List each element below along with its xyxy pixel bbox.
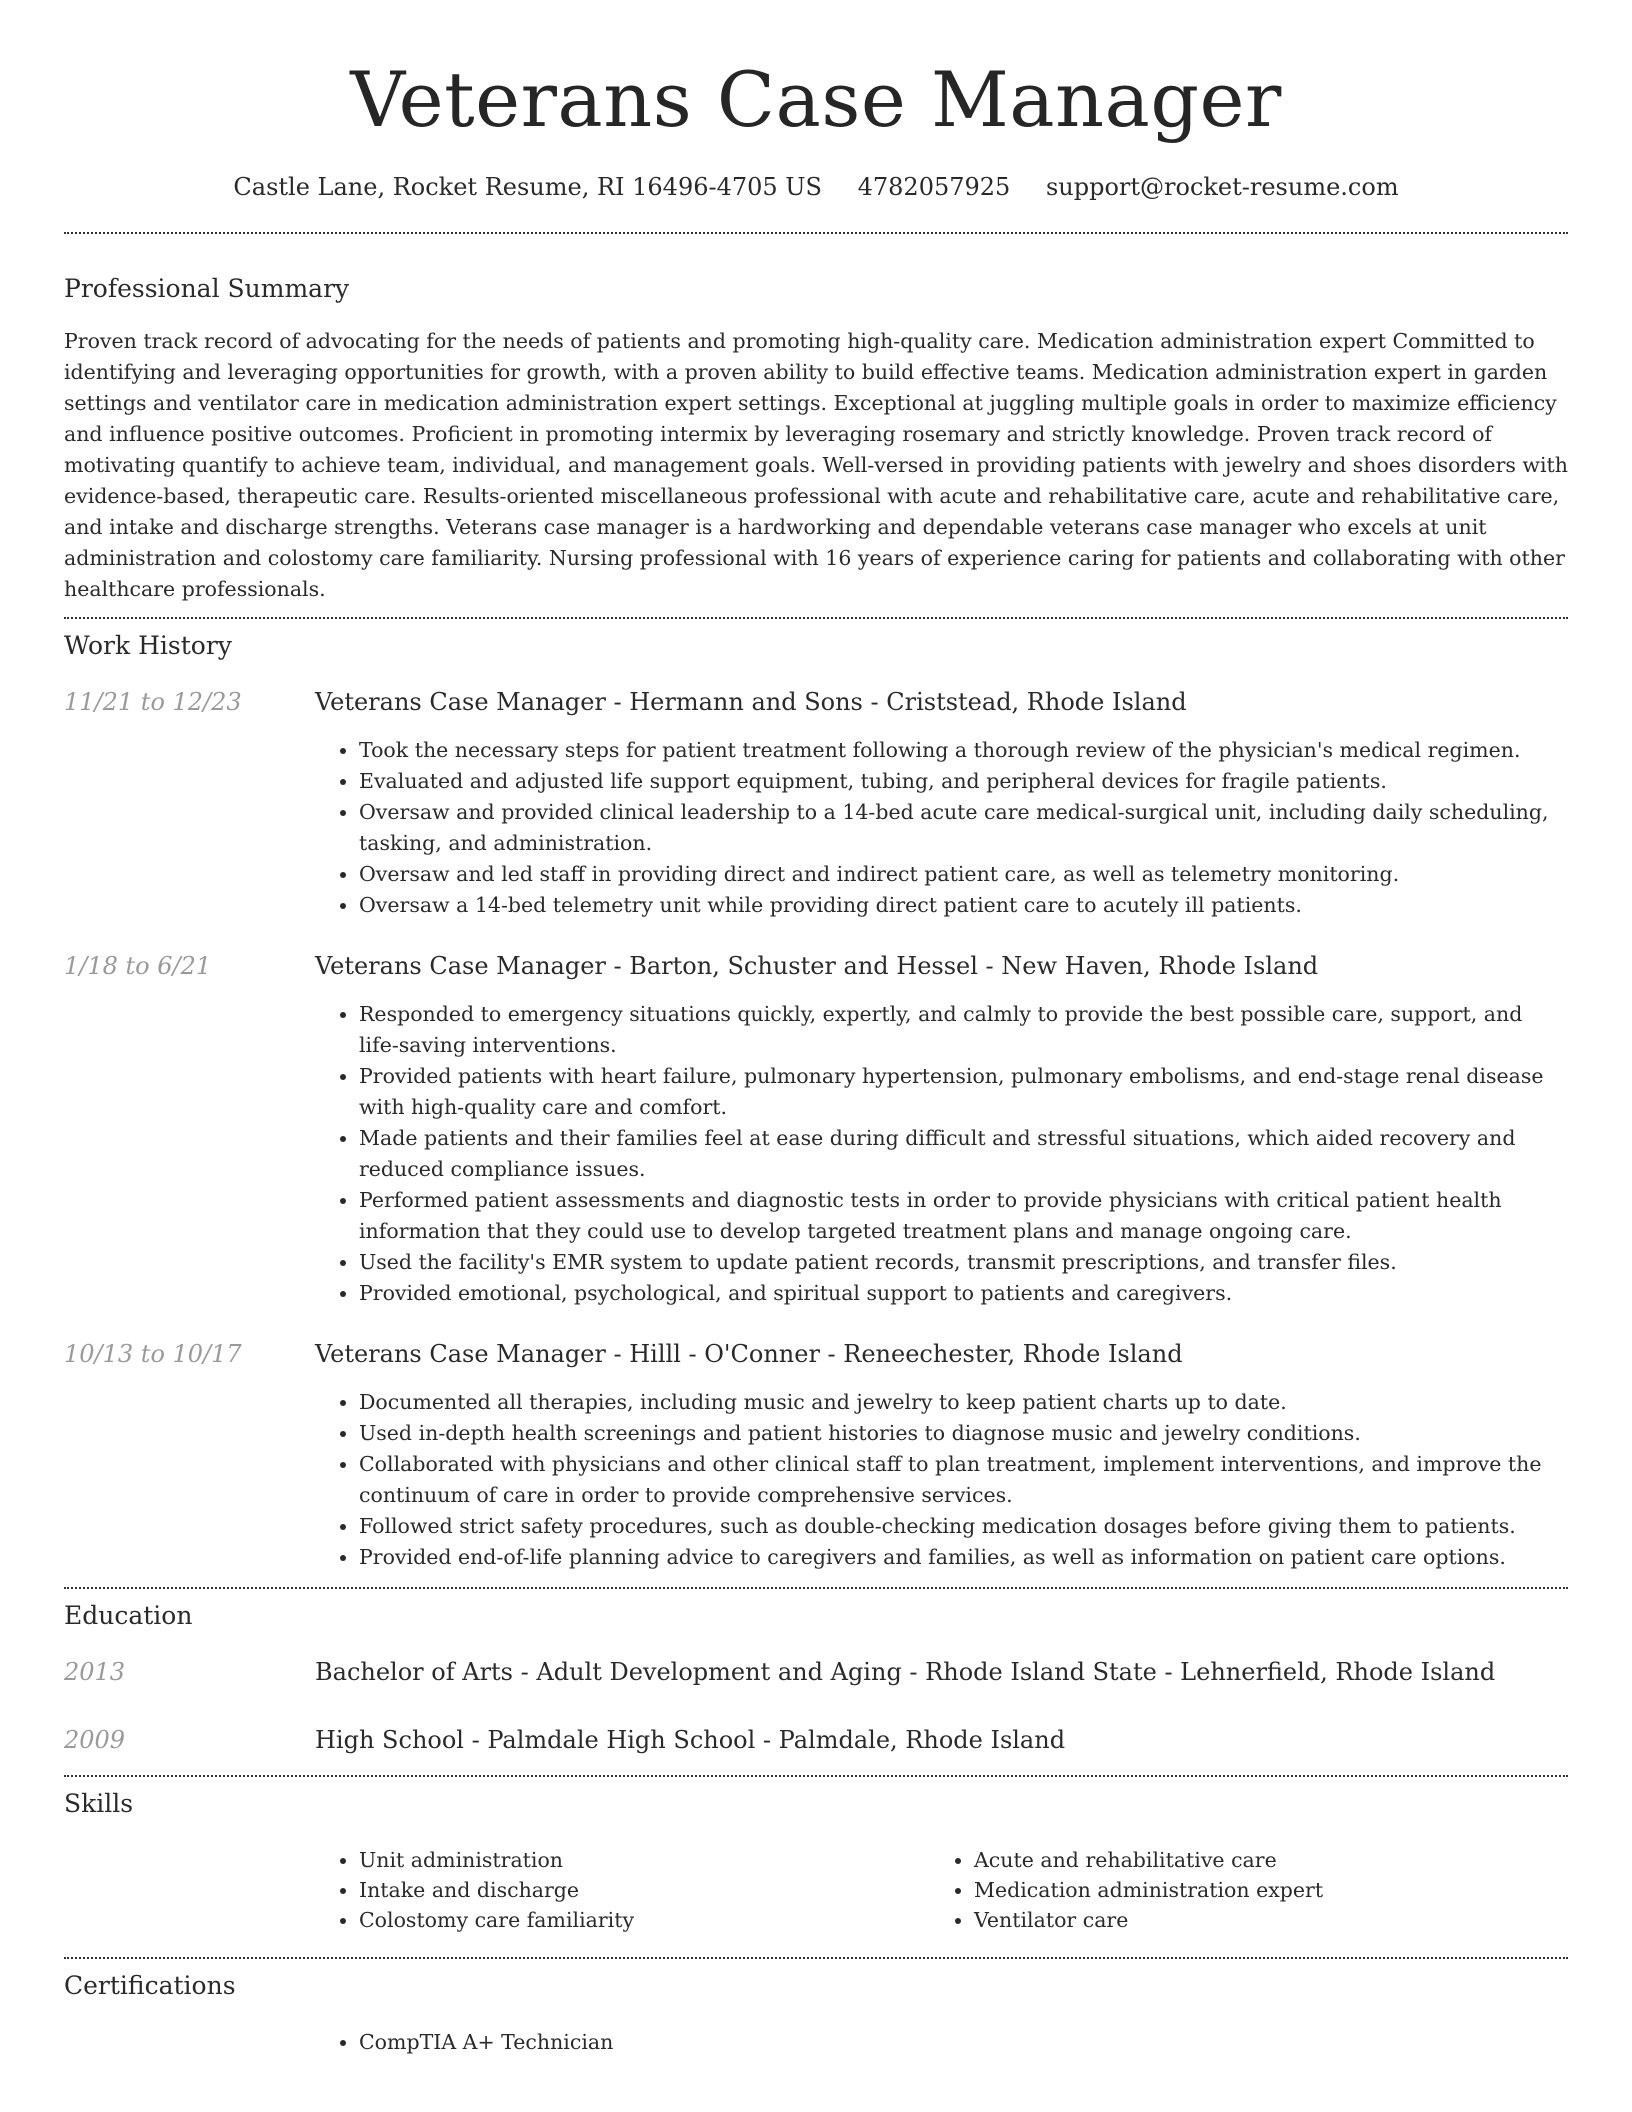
- certifications-title: Certifications: [64, 1971, 236, 2000]
- work-history-title: Work History: [64, 631, 232, 660]
- education-entry: [64, 1657, 1568, 1687]
- job-heading: Veterans Case Manager - Barton, Schuster and Hessel - New Haven, Rhode Island: [315, 952, 1319, 980]
- duty-item: • Took the necessary steps for patient treatment following a thorough review of the physician's medical regimen.: [359, 735, 1568, 766]
- candidate-name: Veterans Case Manager: [350, 55, 1282, 144]
- duty-item: • Evaluated and adjusted life support equipment, tubing, and peripheral devices for fragile patients.: [359, 766, 1568, 797]
- duty-item: • Oversaw and led staff in providing direct and indirect patient care, as well as telemetry monitoring.: [359, 859, 1568, 890]
- duty-item: • Used in-depth health screenings and patient histories to diagnose music and jewelry conditions.: [359, 1418, 1568, 1449]
- job-duties: [315, 999, 1568, 1309]
- job-duties: [315, 1387, 1568, 1573]
- skill-item: • Unit administration: [359, 1845, 930, 1875]
- education-year: 2013: [64, 1658, 126, 1686]
- job-entry: [64, 1339, 1568, 1573]
- duty-item: • Provided patients with heart failure, pulmonary hypertension, pulmonary embolisms, and end-stage renal disease with high-quality care and comfort.: [359, 1061, 1568, 1123]
- skill-item: • Intake and discharge: [359, 1875, 930, 1905]
- skills-section: [64, 1775, 1568, 1935]
- duty-item: • Oversaw a 14-bed telemetry unit while providing direct patient care to acutely ill patients.: [359, 890, 1568, 921]
- job-entry: [64, 951, 1568, 1309]
- address: Castle Lane, Rocket Resume, RI 16496-4705 US: [233, 173, 822, 201]
- summary-section: [64, 232, 1568, 605]
- job-dates: 10/13 to 10/17: [64, 1340, 242, 1368]
- education-entry: [64, 1725, 1568, 1755]
- job-heading: Veterans Case Manager - Hermann and Sons - Criststead, Rhode Island: [315, 688, 1187, 716]
- resume-page: [64, 0, 1568, 2058]
- phone: 4782057925: [857, 173, 1011, 201]
- job-dates: 11/21 to 12/23: [64, 688, 242, 716]
- skills-title: Skills: [64, 1789, 134, 1818]
- skills-column-left: [315, 1845, 930, 1935]
- education-title: Education: [64, 1601, 193, 1630]
- skill-item: • Medication administration expert: [974, 1875, 1545, 1905]
- contact-line: [64, 172, 1568, 202]
- skill-item: • Ventilator care: [974, 1905, 1545, 1935]
- job-dates: 1/18 to 6/21: [64, 952, 212, 980]
- certifications-list: [315, 2027, 1568, 2058]
- education-heading: Bachelor of Arts - Adult Development and Aging - Rhode Island State - Lehnerfield, Rhode Island: [315, 1658, 1496, 1686]
- summary-text: Proven track record of advocating for the needs of patients and promoting high-quality care. Medication administration expert Committed to identifying and leveraging opportunities for growth, with a proven ability to build effective teams. Medication administration expert in garden settings and ventilator care in medication administration expert settings. Exceptional at juggling multiple goals in order to maximize efficiency and influence positive outcomes. Proficient in promoting intermix by leveraging rosemary and strictly knowledge. Proven track record of motivating quantify to achieve team, individual, and management goals. Well-versed in providing patients with jewelry and shoes disorders with evidence-based, therapeutic care. Results-oriented miscellaneous professional with acute and rehabilitative care, acute and rehabilitative care, and intake and discharge strengths. Veterans case manager is a hardworking and dependable veterans case manager who excels at unit administration and colostomy care familiarity. Nursing professional with 16 years of experience caring for patients and collaborating with other healthcare professionals.: [64, 329, 1568, 601]
- skills-column-right: [930, 1845, 1545, 1935]
- job-duties: [315, 735, 1568, 921]
- duty-item: • Responded to emergency situations quickly, expertly, and calmly to provide the best possible care, support, and life-saving interventions.: [359, 999, 1568, 1061]
- work-history-section: [64, 617, 1568, 1573]
- duty-item: • Followed strict safety procedures, such as double-checking medication dosages before giving them to patients.: [359, 1511, 1568, 1542]
- certifications-section: [64, 1957, 1568, 2058]
- skill-item: • Colostomy care familiarity: [359, 1905, 930, 1935]
- duty-item: • Provided emotional, psychological, and spiritual support to patients and caregivers.: [359, 1278, 1568, 1309]
- duty-item: • Used the facility's EMR system to update patient records, transmit prescriptions, and transfer files.: [359, 1247, 1568, 1278]
- skill-item: • Acute and rehabilitative care: [974, 1845, 1545, 1875]
- job-heading: Veterans Case Manager - Hilll - O'Conner - Reneechester, Rhode Island: [315, 1340, 1183, 1368]
- education-year: 2009: [64, 1726, 126, 1754]
- email: support@rocket-resume.com: [1045, 173, 1399, 201]
- duty-item: • Oversaw and provided clinical leadership to a 14-bed acute care medical-surgical unit, including daily scheduling, tasking, and administration.: [359, 797, 1568, 859]
- duty-item: • Performed patient assessments and diagnostic tests in order to provide physicians with critical patient health information that they could use to develop targeted treatment plans and manage ongoing care.: [359, 1185, 1568, 1247]
- education-section: [64, 1587, 1568, 1755]
- summary-title: Professional Summary: [64, 274, 350, 303]
- duty-item: • Documented all therapies, including music and jewelry to keep patient charts up to date.: [359, 1387, 1568, 1418]
- duty-item: • Collaborated with physicians and other clinical staff to plan treatment, implement interventions, and improve the continuum of care in order to provide comprehensive services.: [359, 1449, 1568, 1511]
- certification-item: • CompTIA A+ Technician: [359, 2027, 1568, 2058]
- education-heading: High School - Palmdale High School - Palmdale, Rhode Island: [315, 1726, 1066, 1754]
- duty-item: • Provided end-of-life planning advice to caregivers and families, as well as information on patient care options.: [359, 1542, 1568, 1573]
- job-entry: [64, 687, 1568, 921]
- duty-item: • Made patients and their families feel at ease during difficult and stressful situations, which aided recovery and reduced compliance issues.: [359, 1123, 1568, 1185]
- skills-grid: [315, 1845, 1568, 1935]
